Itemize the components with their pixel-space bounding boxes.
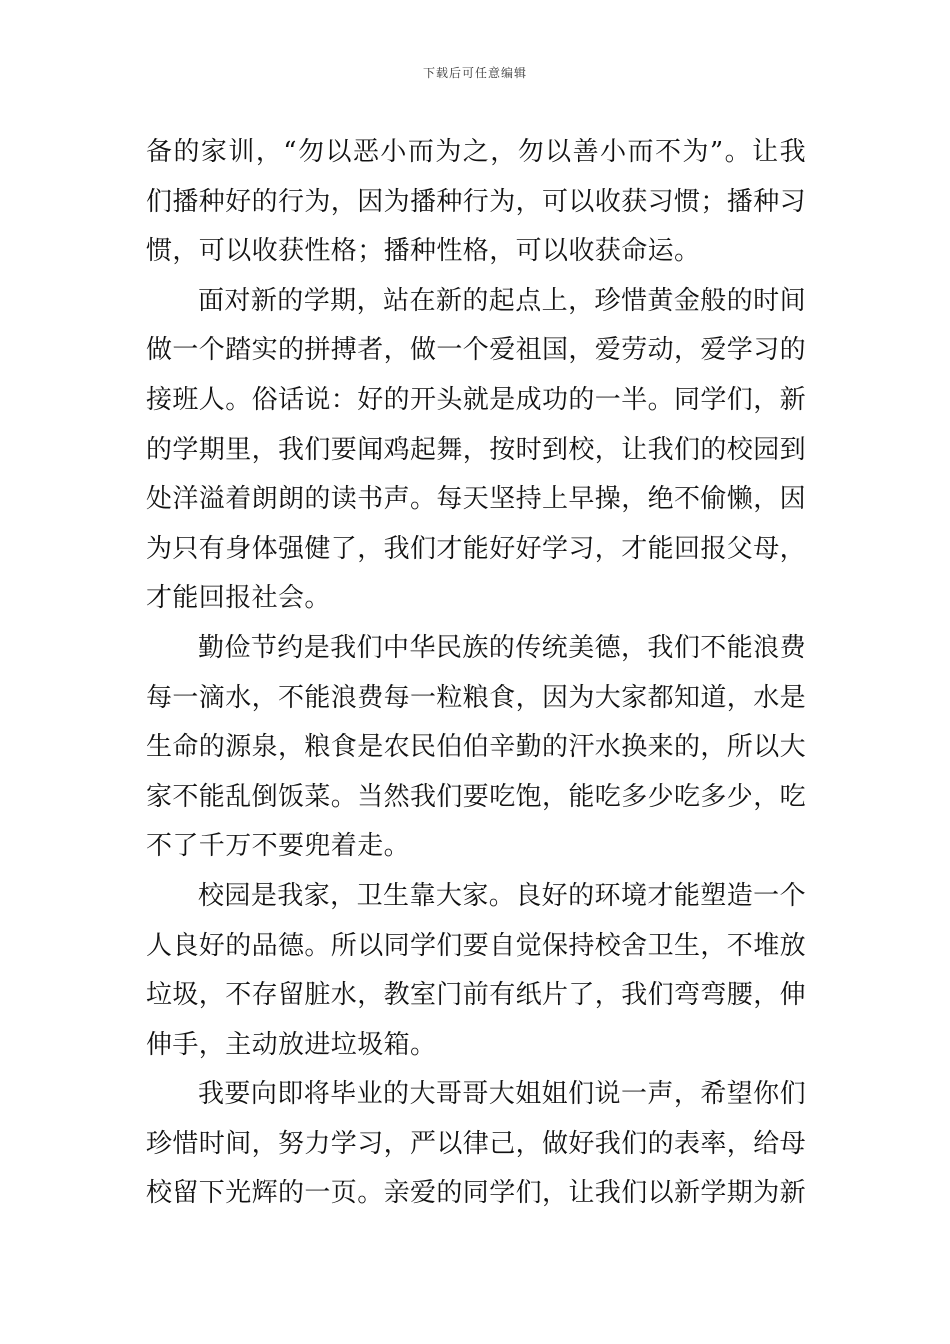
page-header-note: 下载后可任意编辑 (422, 66, 527, 80)
paragraph-4: 校园是我家，卫生靠大家。良好的环境才能塑造一个人良好的品德。所以同学们要自觉保持校舍卫生，不堆放垃圾，不存留脏水，教室门前有纸片了，我们弯弯腰，伸伸手，主动放进垃圾箱。 (146, 880, 807, 1060)
document-body (146, 128, 806, 1219)
paragraph-3: 勤俭节约是我们中华民族的传统美德，我们不能浪费每一滴水，不能浪费每一粒粮食，因为大家都知道，水是生命的源泉，粮食是农民伯伯辛勤的汗水换来的，所以大家不能乱倒饭菜。当然我们要吃饱，能吃多少吃多少，吃不了千万不要兜着走。 (146, 632, 807, 862)
paragraph-2: 面对新的学期，站在新的起点上，珍惜黄金般的时间做一个踏实的拼搏者，做一个爱祖国，爱劳动，爱学习的接班人。俗话说：好的开头就是成功的一半。同学们，新的学期里，我们要闻鸡起舞，按时到校，让我们的校园到处洋溢着朗朗的读书声。每天坚持上早操，绝不偷懒，因为只有身体强健了，我们才能好好学习，才能回报父母，才能回报社会。 (146, 285, 807, 614)
paragraph-5: 我要向即将毕业的大哥哥大姐姐们说一声，希望你们珍惜时间，努力学习，严以律己，做好我们的表率，给母校留下光辉的一页。亲爱的同学们，让我们以新学期为新 (146, 1079, 807, 1209)
paragraph-1: 备的家训，“勿以恶小而为之，勿以善小而不为”。让我们播种好的行为，因为播种行为，可以收获习惯；播种习惯，可以收获性格；播种性格，可以收获命运。 (146, 137, 807, 267)
